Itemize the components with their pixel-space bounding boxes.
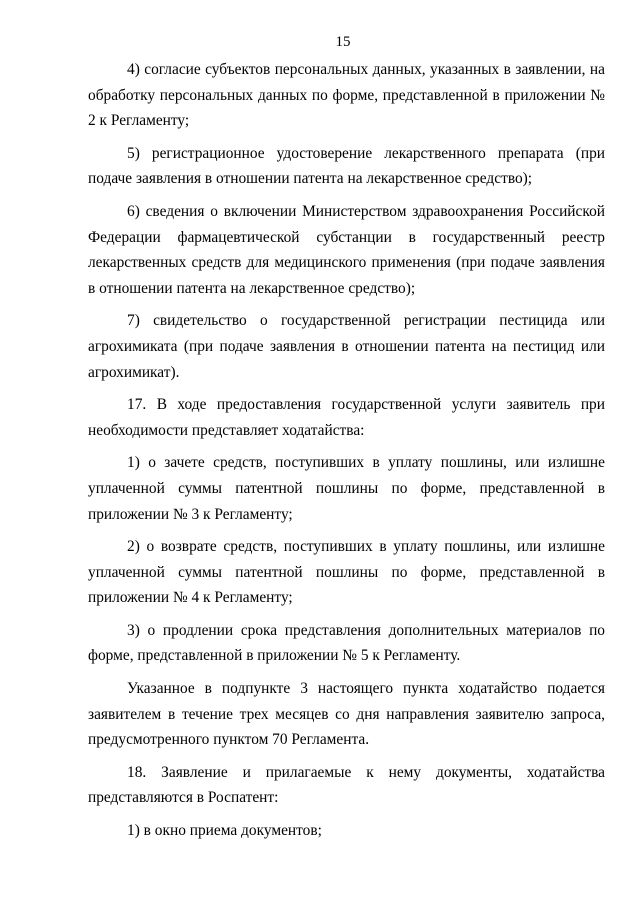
list-item-offset-request: 1) о зачете средств, поступивших в уплату пошлины, или излишне уплаченной суммы патентной пошлины по форме, представленной в приложении № 3 к Регламенту; <box>88 454 605 523</box>
clause-18-intro: 18. Заявление и прилагаемые к нему документы, ходатайства представляются в Роспатент: <box>88 763 605 807</box>
list-item-extension-request: 3) о продлении срока представления дополнительных материалов по форме, представленной в приложении № 5 к Регламенту. <box>88 621 605 665</box>
list-item-ministry-info: 6) сведения о включении Министерством здравоохранения Российской Федерации фармацевтической субстанции в государственный реестр лекарственных средств для медицинского применения (при подаче заявления в отношении патента на лекарственное средство); <box>88 202 605 297</box>
list-item-refund-request: 2) о возврате средств, поступивших в уплату пошлины, или излишне уплаченной суммы патентной пошлины по форме, представленной в приложении № 4 к Регламенту; <box>88 538 605 607</box>
list-item-consent-personal-data: 4) согласие субъектов персональных данных, указанных в заявлении, на обработку персональных данных по форме, представленной в приложении № 2 к Регламенту; <box>88 61 605 130</box>
page-number: 15 <box>335 34 351 50</box>
list-item-pesticide-certificate: 7) свидетельство о государственной регистрации пестицида или агрохимиката (при подаче заявления в отношении патента на пестицид или агрохимикат). <box>88 312 605 381</box>
list-item-reception-window: 1) в окно приема документов; <box>127 822 322 840</box>
document-body <box>88 57 605 851</box>
clause-17-note: Указанное в подпункте 3 настоящего пункта ходатайство подается заявителем в течение трех месяцев со дня направления заявителю запроса, предусмотренного пунктом 70 Регламента. <box>88 680 605 749</box>
list-item-registration-certificate: 5) регистрационное удостоверение лекарственного препарата (при подаче заявления в отношении патента на лекарственное средство); <box>88 144 605 188</box>
clause-17-intro: 17. В ходе предоставления государственной услуги заявитель при необходимости представляет ходатайства: <box>88 396 605 439</box>
